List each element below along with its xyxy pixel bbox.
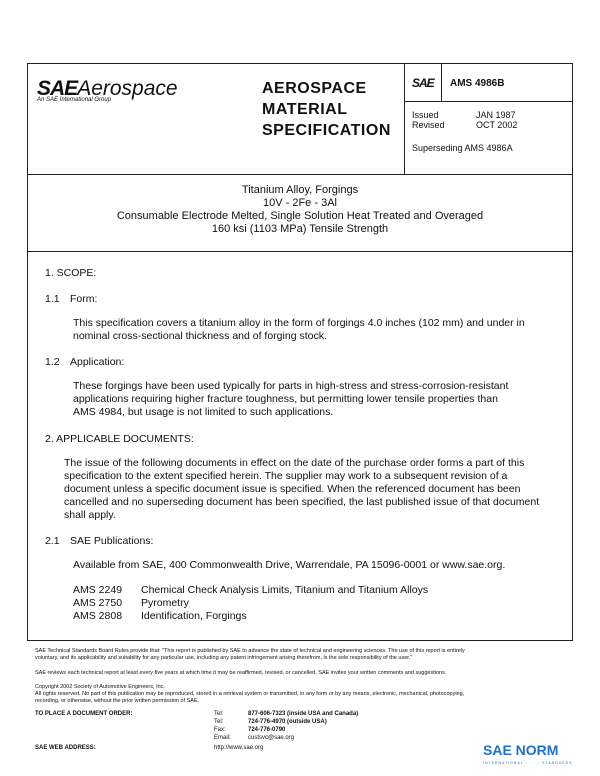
footer-board-rules	[35, 648, 565, 662]
revised-date: OCT 2002	[476, 120, 518, 130]
title-line: AEROSPACE	[262, 80, 367, 97]
contact-value: 724-776-4970 (outside USA)	[248, 719, 327, 725]
paragraph-line: This specification covers a titanium alloy in the form of forgings 4.0 inches (102 mm) and under in	[73, 317, 525, 329]
subject-block	[28, 184, 572, 236]
doc-code: AMS 2808	[73, 610, 123, 622]
subject-line: Titanium Alloy, Forgings	[241, 184, 359, 196]
paragraph-line: document unless a specific document issue is specified. When the referenced document has been	[64, 483, 521, 495]
paragraph-line: applications requiring higher fracture toughness, but permitting lower tensile properties than	[73, 393, 498, 405]
order-label: TO PLACE A DOCUMENT ORDER:	[35, 711, 133, 717]
paragraph-line: specification to the extent specified herein. The supplier may work to a subsequent revision of a	[64, 470, 508, 482]
logo-subtitle: An SAE International Group	[37, 97, 112, 103]
paragraph-line: These forgings have been used typically for parts in high-stress and stress-corrosion-resistant	[73, 380, 509, 392]
footer-review-note: SAE reviews each technical report at least every five years at which time it may be reaffirmed, revised, or cancelled. SAE invites your written comments and suggestions.	[35, 670, 447, 676]
section-2-1-number: 2.1	[45, 535, 60, 547]
subject-line: Consumable Electrode Melted, Single Solution Heat Treated and Overaged	[116, 210, 484, 222]
sae-norm-subtitle: INTERNATIONAL · · · · STANDARDS	[483, 761, 573, 765]
footer-line: All rights reserved. No part of this publication may be reproduced, stored in a retrieval system or transmitted, in any form or by any means, electronic, mechanical, photocopying,	[35, 691, 465, 697]
web-label: SAE WEB ADDRESS:	[35, 745, 96, 751]
contact-label: Fax:	[214, 727, 226, 733]
doc-title: Pyrometry	[141, 597, 189, 609]
section-2-1-title: SAE Publications:	[70, 535, 154, 547]
superseding-note: Superseding AMS 4986A	[412, 143, 513, 153]
contact-label: Tel:	[214, 719, 224, 725]
subject-line: 10V - 2Fe - 3Al	[263, 197, 337, 209]
subject-divider	[27, 251, 573, 252]
section-1-1-number: 1.1	[45, 293, 60, 305]
contact-value: custsvc@sae.org	[248, 735, 295, 741]
footer-line: recording, or otherwise, without the prior written permission of SAE.	[35, 698, 200, 704]
section-1-1-title: Form:	[70, 293, 98, 305]
sae-small-logo: SAE	[412, 76, 434, 90]
footer-line: voluntary, and its applicability and suitability for any particular use, including any patent infringement arising therefrom, is the sole responsibility of the user."	[35, 655, 413, 661]
footer-line: Copyright 2002 Society of Automotive Engineers, Inc.	[35, 684, 165, 690]
paragraph-line: AMS 4984, but usage is not limited to such applications.	[73, 406, 334, 418]
section-1-heading: 1. SCOPE:	[45, 267, 97, 279]
issued-label: Issued	[412, 110, 439, 120]
paragraph-line: The issue of the following documents in effect on the date of the purchase order forms a part of this	[64, 457, 525, 469]
footer-line: SAE Technical Standards Board Rules provide that: "This report is published by SAE to advance the state of technical and engineering sciences. The use of this report is entirely	[35, 648, 465, 654]
paragraph-line: cancelled and no superseding document has been specified, the last published issue of that document	[64, 496, 540, 508]
section-2-paragraph	[64, 457, 539, 522]
revised-label: Revised	[412, 120, 445, 130]
subject-line: 160 ksi (1103 MPa) Tensile Strength	[211, 223, 389, 235]
ams-box-bottom	[404, 101, 573, 102]
doc-title: Chemical Check Analysis Limits, Titanium and Titanium Alloys	[141, 584, 429, 596]
section-1-2-paragraph	[73, 380, 508, 419]
paragraph-line: nominal cross-sectional thickness and of forging stock.	[73, 330, 327, 342]
header-vertical-divider	[404, 63, 405, 174]
contact-value: 724-776-0790	[248, 727, 286, 733]
ams-number: AMS 4986B	[450, 78, 505, 89]
logo-aerospace-text: Aerospace	[77, 77, 178, 100]
sae-norm-watermark: SAE NORM	[483, 742, 559, 758]
section-1-2-title: Application:	[70, 356, 125, 368]
section-2-heading: 2. APPLICABLE DOCUMENTS:	[45, 433, 194, 445]
ams-box-divider	[441, 63, 442, 101]
title-line: SPECIFICATION	[262, 122, 391, 139]
section-1-1-paragraph	[73, 317, 525, 343]
doc-code: AMS 2249	[73, 584, 123, 596]
issued-date: JAN 1987	[476, 110, 516, 120]
logo-sae-text: SAE	[37, 77, 78, 100]
header-divider	[27, 174, 573, 175]
paragraph-line: shall apply.	[64, 509, 116, 521]
section-1-2-number: 1.2	[45, 356, 60, 368]
doc-title: Identification, Forgings	[141, 610, 247, 622]
web-address: http://www.sae.org	[214, 745, 264, 751]
contact-label: Tel:	[214, 711, 224, 717]
contact-value: 877-606-7323 (inside USA and Canada)	[248, 711, 359, 717]
footer-copyright	[35, 684, 565, 705]
doc-code: AMS 2750	[73, 597, 123, 609]
document-type-title	[262, 78, 391, 141]
contact-label: Email:	[214, 735, 231, 741]
title-line: MATERIAL	[262, 101, 348, 118]
sae-address: Available from SAE, 400 Commonwealth Drive, Warrendale, PA 15096-0001 or www.sae.org.	[73, 559, 506, 571]
